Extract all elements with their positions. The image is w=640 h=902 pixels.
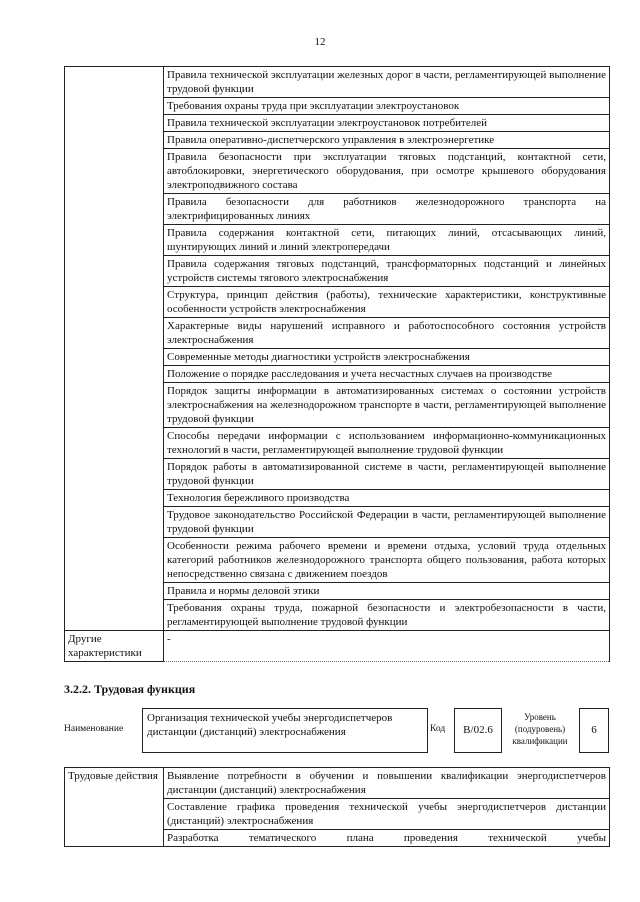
table-row [65,768,610,799]
section-title: 3.2.2. Трудовая функция [64,682,196,696]
requirement-item: Технология бережливого производства [164,490,610,507]
requirement-item: Правила технической эксплуатации железных дорог в части, регламентирующей выполнение трудовой функции [164,67,610,98]
requirement-item: Правила безопасности для работников железнодорожного транспорта на электрифицированных линиях [164,194,610,225]
other-characteristics-value: - [164,631,610,662]
labor-actions-label: Трудовые действия [65,768,164,847]
function-name-label: Наименование [64,724,124,734]
requirement-item: Положение о порядке расследования и учета несчастных случаев на производстве [164,366,610,383]
requirement-item: Характерные виды нарушений исправного и работоспособного состояния устройств электроснабжения [164,318,610,349]
requirement-item: Правила безопасности при эксплуатации тяговых подстанций, контактной сети, автоблокировки, энергетического оборудования, при осмотре крышевого оборудования электроподвижного состава [164,149,610,194]
function-code-value: В/02.6 [454,708,502,753]
labor-action-item: Выявление потребности в обучении и повышении квалификации энергодиспетчеров дистанции (дистанций) электроснабжения [164,768,610,799]
requirement-item: Трудовое законодательство Российской Федерации в части, регламентирующей выполнение трудовой функции [164,507,610,538]
requirement-item: Порядок работы в автоматизированной системе в части, регламентирующей выполнение трудовой функции [164,459,610,490]
requirement-item: Правила содержания контактной сети, питающих линий, отсасывающих линий, шунтирующих линий и линий электропередачи [164,225,610,256]
function-code-label: Код [430,724,446,734]
requirement-item: Правила оперативно-диспетчерского управления в электроэнергетике [164,132,610,149]
requirements-label-cell [65,67,164,631]
labor-action-item: Составление графика проведения технической учебы энергодиспетчеров дистанции (дистанций) электроснабжения [164,799,610,830]
requirement-item: Правила и нормы деловой этики [164,583,610,600]
requirements-body [65,67,610,662]
function-level-label: Уровень (подуровень) квалификации [512,712,568,746]
labor-actions-body [65,768,610,847]
requirement-item: Структура, принцип действия (работы), технические характеристики, конструктивные особенности устройств электроснабжения [164,287,610,318]
function-level-value: 6 [579,708,609,753]
labor-action-item: Разработка тематического плана проведения технической учебы [164,830,610,847]
requirement-item: Современные методы диагностики устройств электроснабжения [164,349,610,366]
requirement-item: Требования охраны труда, пожарной безопасности и электробезопасности в части, регламентирующей выполнение трудовой функции [164,600,610,631]
requirement-item: Правила технической эксплуатации электроустановок потребителей [164,115,610,132]
function-header [64,704,609,754]
labor-actions-table [64,767,610,847]
page-number: 12 [314,36,326,48]
requirement-item: Особенности режима рабочего времени и времени отдыха, условий труда отдельных категорий работников железнодорожного транспорта общего пользования, работа которых непосредственно связана с движением поездов [164,538,610,583]
table-row [65,67,610,98]
table-row [65,631,610,662]
other-characteristics-label: Другие характеристики [65,631,164,662]
requirement-item: Способы передачи информации с использованием информационно-коммуникационных технологий в части, регламентирующей выполнение трудовой функции [164,428,610,459]
function-name-value: Организация технической учебы энергодиспетчеров дистанции (дистанций) электроснабжения [142,708,428,753]
requirement-item: Правила содержания тяговых подстанций, трансформаторных подстанций и линейных устройств системы тягового электроснабжения [164,256,610,287]
requirement-item: Требования охраны труда при эксплуатации электроустановок [164,98,610,115]
requirements-table [64,66,610,662]
requirement-item: Порядок защиты информации в автоматизированных системах о состоянии устройств электроснабжения на железнодорожном транспорте в части, регламентирующей выполнение трудовой функции [164,383,610,428]
